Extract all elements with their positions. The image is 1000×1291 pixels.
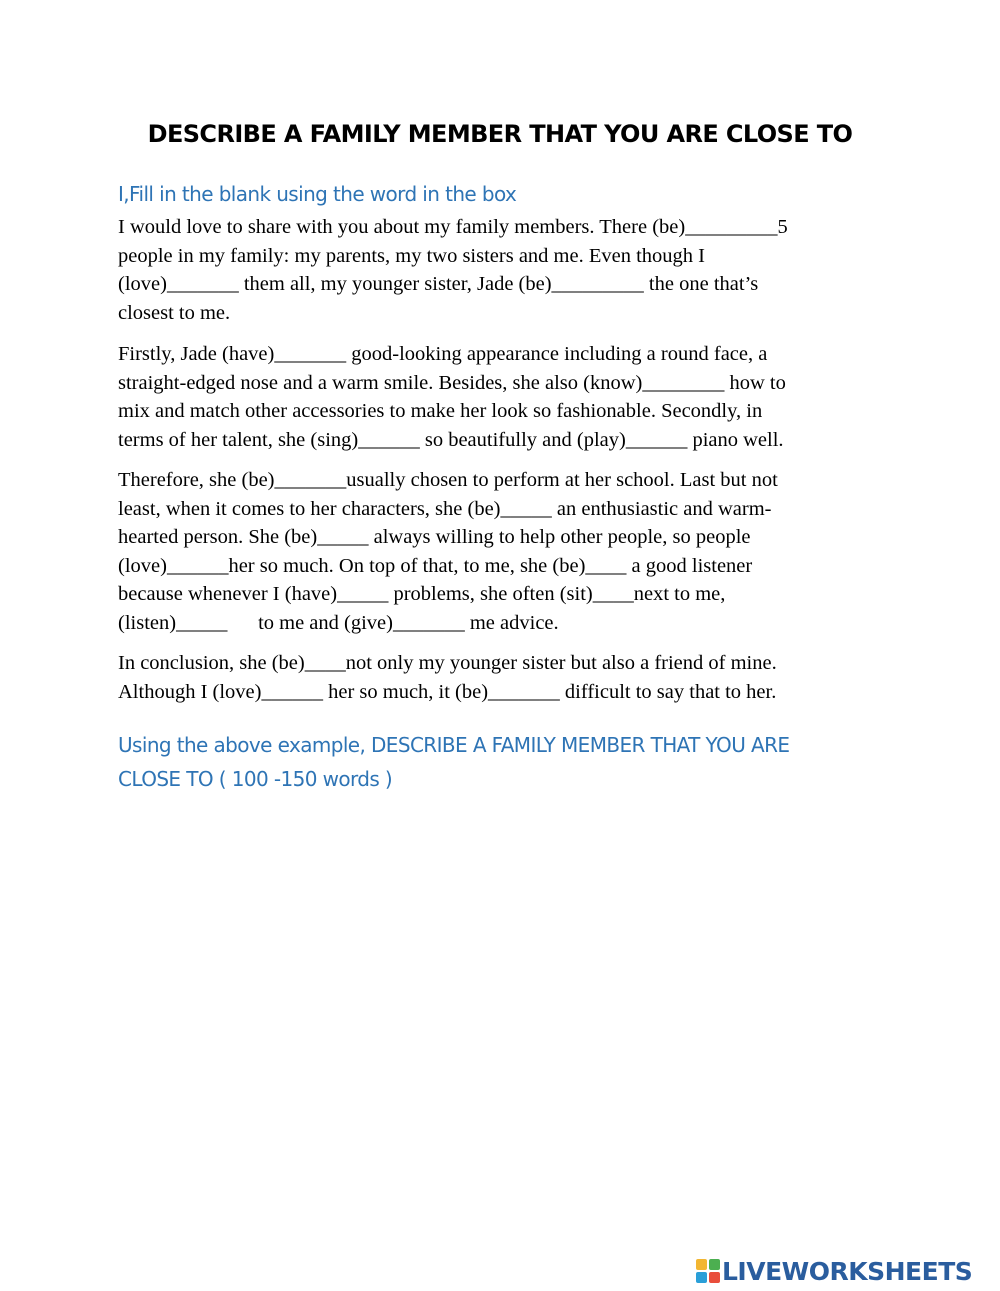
text-line: least, when it comes to her characters, she (be)_____ an enthusiastic and warm- (118, 497, 772, 520)
section-heading: I,Fill in the blank using the word in the box (118, 182, 517, 206)
text-line: (love)_______ them all, my younger sister, Jade (be)_________ the one that’s (118, 273, 759, 295)
task-line: CLOSE TO ( 100 -150 words ) (118, 767, 393, 791)
text-line: I would love to share with you about my family members. There (be)_________5 (118, 216, 788, 238)
logo-block (696, 1259, 707, 1270)
logo-block (709, 1272, 720, 1283)
task-line: Using the above example, DESCRIBE A FAMILY MEMBER THAT YOU ARE (118, 733, 790, 757)
paragraph-2 (118, 340, 868, 454)
paragraph-3 (118, 466, 868, 637)
text-line: mix and match other accessories to make her look so fashionable. Secondly, in (118, 400, 763, 422)
text-line: people in my family: my parents, my two sisters and me. Even though I (118, 244, 705, 267)
paragraph-4 (118, 649, 868, 706)
logo-blocks-icon (696, 1259, 720, 1283)
text-line: terms of her talent, she (sing)______ so beautifully and (play)______ piano well. (118, 428, 784, 451)
text-line: because whenever I (have)_____ problems, she often (sit)____next to me, (118, 583, 726, 605)
text-line: Firstly, Jade (have)_______ good-looking appearance including a round face, a (118, 343, 768, 365)
paragraph-1 (118, 213, 868, 327)
logo-block (696, 1272, 707, 1283)
text-line: In conclusion, she (be)____not only my younger sister but also a friend of mine. (118, 652, 777, 674)
page-title: DESCRIBE A FAMILY MEMBER THAT YOU ARE CLOSE TO (147, 120, 853, 148)
text-line: straight-edged nose and a warm smile. Besides, she also (know)________ how to (118, 371, 786, 394)
text-line: hearted person. She (be)_____ always willing to help other people, so people (118, 526, 751, 548)
logo-text: LIVEWORKSHEETS (722, 1256, 973, 1286)
text-line: (love)______her so much. On top of that, to me, she (be)____ a good listener (118, 554, 753, 577)
text-line: closest to me. (118, 301, 231, 324)
writing-task-heading (118, 728, 878, 796)
liveworksheets-logo (696, 1256, 972, 1286)
text-line: Therefore, she (be)_______usually chosen to perform at her school. Last but not (118, 469, 778, 491)
logo-block (709, 1259, 720, 1270)
text-line: (listen)_____ to me and (give)_______ me advice. (118, 611, 559, 634)
text-line: Although I (love)______ her so much, it (be)_______ difficult to say that to her. (118, 680, 777, 703)
